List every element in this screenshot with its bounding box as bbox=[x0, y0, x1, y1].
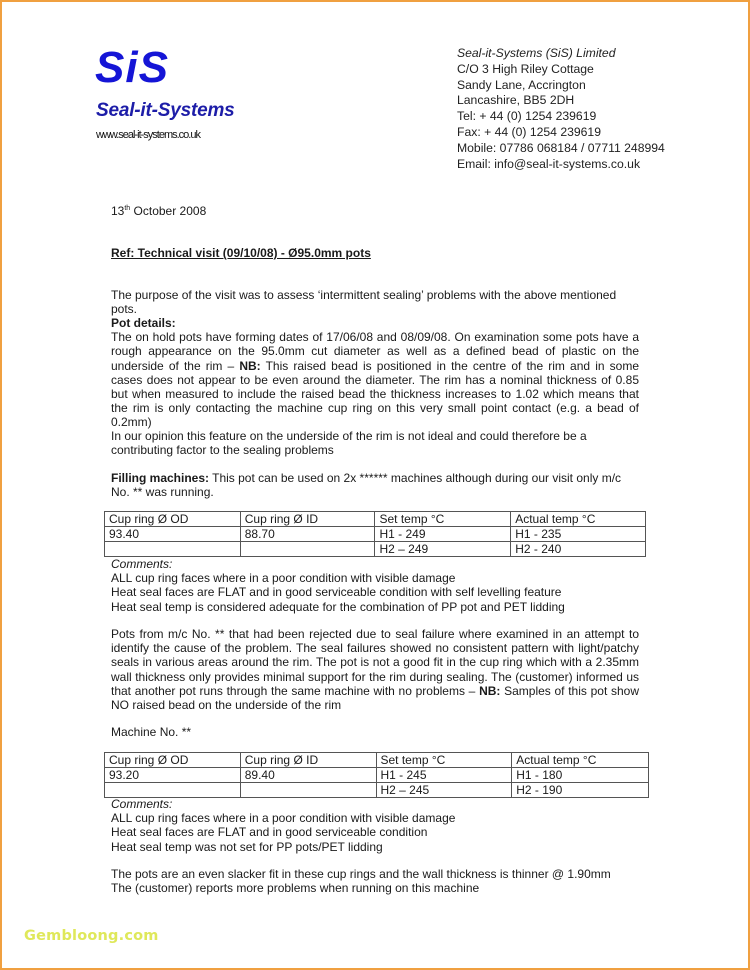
comment-line: Heat seal temp is considered adequate for the combination of PP pot and PET lidding bbox=[111, 599, 565, 614]
closing-line: The pots are an even slacker fit in these cup rings and the wall thickness is thinner @ 1.90mm bbox=[111, 867, 611, 881]
table-header-row bbox=[105, 512, 646, 527]
table-row bbox=[105, 542, 646, 557]
cell-id: 88.70 bbox=[240, 527, 375, 542]
cell-set-temp: H1 - 245 bbox=[376, 768, 512, 783]
pot-details-heading: Pot details: bbox=[111, 316, 176, 330]
table-row bbox=[105, 527, 646, 542]
cell-od bbox=[105, 783, 241, 798]
cell-set-temp: H2 – 245 bbox=[376, 783, 512, 798]
reference-heading: Ref: Technical visit (09/10/08) - Ø95.0mm pots bbox=[111, 246, 371, 260]
machine-spec-table-1 bbox=[104, 511, 646, 557]
cell-od: 93.40 bbox=[105, 527, 241, 542]
cell-id: 89.40 bbox=[240, 768, 376, 783]
logo bbox=[95, 43, 169, 92]
website-url: www.seal-it-systems.co.uk bbox=[96, 129, 200, 141]
machine-spec-table-2 bbox=[104, 752, 649, 798]
table-row bbox=[105, 783, 649, 798]
rejected-pots-nb: NB: bbox=[479, 683, 501, 698]
rejected-pots-text-b: Samples of this pot show NO raised bead on the underside of the rim bbox=[111, 683, 640, 713]
cell-actual-temp: H1 - 235 bbox=[511, 527, 646, 542]
watermark: Gembloong.com bbox=[24, 928, 159, 944]
address-fax: Fax: + 44 (0) 1254 239619 bbox=[457, 124, 601, 139]
comment-line: Heat seal faces are FLAT and in good serviceable condition bbox=[111, 825, 428, 840]
closing-paragraph bbox=[111, 867, 639, 895]
cell-od: 93.20 bbox=[105, 768, 241, 783]
closing-line: The (customer) reports more problems when running on this machine bbox=[111, 881, 480, 896]
address-email: Email: info@seal-it-systems.co.uk bbox=[457, 156, 641, 171]
header-set-temp: Set temp °C bbox=[375, 512, 511, 527]
header-cup-ring-od: Cup ring Ø OD bbox=[105, 512, 241, 527]
filling-machines-paragraph bbox=[111, 471, 639, 499]
opinion-paragraph: In our opinion this feature on the underside of the rim is not ideal and could therefore be a contributing factor to the sealing problems bbox=[111, 429, 587, 458]
header-actual-temp: Actual temp °C bbox=[512, 753, 649, 768]
comments-label: Comments: bbox=[111, 797, 173, 811]
logo-company-name: Seal-it-Systems bbox=[96, 100, 235, 121]
comments-label: Comments: bbox=[111, 557, 173, 571]
purpose-paragraph: The purpose of the visit was to assess ‘intermittent sealing’ problems with the above mentioned pots. bbox=[111, 288, 617, 317]
header-set-temp: Set temp °C bbox=[376, 753, 512, 768]
header-cup-ring-id: Cup ring Ø ID bbox=[240, 753, 376, 768]
comment-line: ALL cup ring faces where in a poor condition with visible damage bbox=[111, 571, 456, 586]
header-cup-ring-id: Cup ring Ø ID bbox=[240, 512, 375, 527]
cell-actual-temp: H2 - 190 bbox=[512, 783, 649, 798]
pot-details-nb: NB: bbox=[239, 358, 261, 373]
comments-section-2 bbox=[111, 797, 639, 854]
comment-line: ALL cup ring faces where in a poor condition with visible damage bbox=[111, 811, 456, 826]
table-row bbox=[105, 768, 649, 783]
address-mobile: Mobile: 07786 068184 / 07711 248994 bbox=[457, 140, 665, 155]
address-tel: Tel: + 44 (0) 1254 239619 bbox=[457, 109, 597, 124]
date-suffix: th bbox=[124, 205, 131, 212]
machine-label: Machine No. ** bbox=[111, 725, 192, 739]
header-actual-temp: Actual temp °C bbox=[511, 512, 646, 527]
pot-details-section bbox=[111, 316, 639, 430]
rejected-pots-paragraph bbox=[111, 627, 639, 712]
comments-section-1 bbox=[111, 557, 639, 614]
comment-line: Heat seal temp was not set for PP pots/PET lidding bbox=[111, 839, 383, 854]
letter-date bbox=[111, 204, 639, 218]
company-address bbox=[457, 46, 665, 172]
cell-set-temp: H2 – 249 bbox=[375, 542, 511, 557]
filling-text: This pot can be used on 2x ****** machines although during our visit only m/c No. ** was running. bbox=[111, 471, 622, 500]
cell-actual-temp: H2 - 240 bbox=[511, 542, 646, 557]
rejected-pots-text-a: Pots from m/c No. ** that had been rejected due to seal failure where examined in an attempt to identify the cause of the problem. The seal failures showed no consistent pattern with light/patchy seals in various areas around the rim. The pot is not a good fit in the cup ring which with a 2.35mm wall thickness only provides minimal support for the rim during sealing. The (customer) informed us that another pot runs through the same machine with no problems – bbox=[111, 627, 639, 698]
date-day: 13 bbox=[111, 204, 125, 218]
table-header-row bbox=[105, 753, 649, 768]
address-line-3: Lancashire, BB5 2DH bbox=[457, 93, 575, 108]
header-cup-ring-od: Cup ring Ø OD bbox=[105, 753, 241, 768]
logo-mark: SiS bbox=[95, 43, 169, 92]
pot-details-text-b: This raised bead is positioned in the centre of the rim and in some cases does not appear to be even around the diameter. The rim has a nominal thickness of 0.85 but when measured to include the raised bead the thickness increases to 1.02 which means that the rim is only contacting the machine cup ring on this very small point contact (e.g. a bead of 0.2mm) bbox=[111, 358, 639, 430]
cell-set-temp: H1 - 249 bbox=[375, 527, 511, 542]
cell-id bbox=[240, 542, 375, 557]
cell-actual-temp: H1 - 180 bbox=[512, 768, 649, 783]
cell-id bbox=[240, 783, 376, 798]
filling-heading: Filling machines: bbox=[111, 471, 210, 485]
cell-od bbox=[105, 542, 241, 557]
comment-line: Heat seal faces are FLAT and in good serviceable condition with self levelling feature bbox=[111, 585, 562, 600]
address-line-1: C/O 3 High Riley Cottage bbox=[457, 61, 594, 76]
address-line-2: Sandy Lane, Accrington bbox=[457, 77, 586, 92]
pot-details-text-a: The on hold pots have forming dates of 17/06/08 and 08/09/08. On examination some pots have a rough appearance on the 95.0mm cut diameter as well as a defined bead of plastic on the underside of the rim – bbox=[111, 330, 639, 373]
date-month-year: October 2008 bbox=[130, 204, 207, 218]
address-company: Seal-it-Systems (SiS) Limited bbox=[457, 46, 616, 60]
